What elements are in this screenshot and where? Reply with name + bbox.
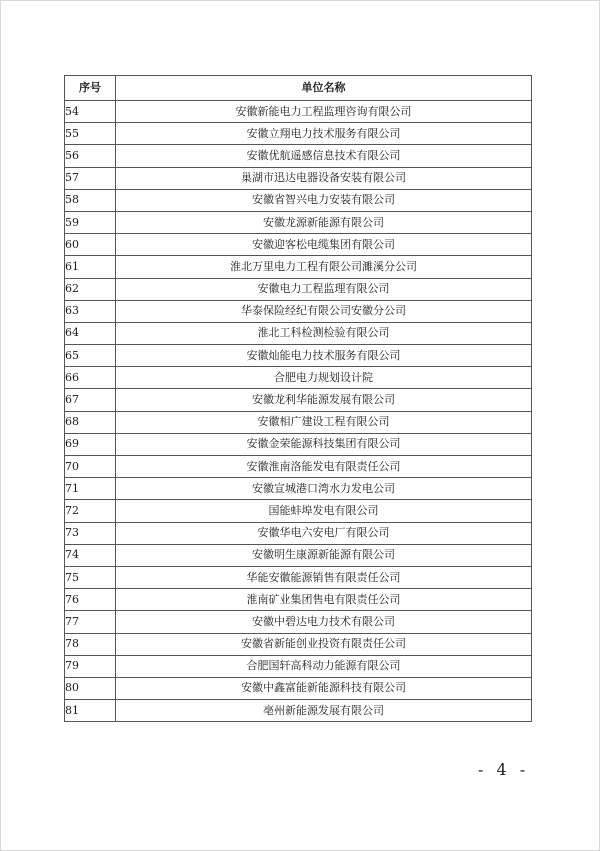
table-row bbox=[65, 234, 532, 256]
row-number: 77 bbox=[65, 611, 116, 633]
row-company-name: 亳州新能源发展有限公司 bbox=[116, 700, 532, 722]
table-row bbox=[65, 655, 532, 677]
row-number: 59 bbox=[65, 211, 116, 233]
row-company-name: 巢湖市迅达电器设备安装有限公司 bbox=[116, 167, 532, 189]
row-number: 64 bbox=[65, 322, 116, 344]
row-company-name: 安徽龙源新能源有限公司 bbox=[116, 211, 532, 233]
table-header-row bbox=[65, 76, 532, 101]
row-company-name: 安徽宣城港口湾水力发电公司 bbox=[116, 478, 532, 500]
row-number: 68 bbox=[65, 411, 116, 433]
row-company-name: 华能安徽能源销售有限责任公司 bbox=[116, 566, 532, 588]
row-company-name: 安徽中碧达电力技术有限公司 bbox=[116, 611, 532, 633]
row-company-name: 淮南矿业集团售电有限责任公司 bbox=[116, 589, 532, 611]
row-number: 67 bbox=[65, 389, 116, 411]
header-company-name: 单位名称 bbox=[116, 76, 532, 101]
company-table bbox=[64, 75, 532, 722]
table-row bbox=[65, 500, 532, 522]
table-row bbox=[65, 256, 532, 278]
row-number: 73 bbox=[65, 522, 116, 544]
row-number: 60 bbox=[65, 234, 116, 256]
row-company-name: 安徽省智兴电力安装有限公司 bbox=[116, 189, 532, 211]
row-number: 78 bbox=[65, 633, 116, 655]
row-company-name: 华泰保险经纪有限公司安徽分公司 bbox=[116, 300, 532, 322]
table-row bbox=[65, 189, 532, 211]
table-row bbox=[65, 589, 532, 611]
row-number: 79 bbox=[65, 655, 116, 677]
row-company-name: 淮北工科检测检验有限公司 bbox=[116, 322, 532, 344]
table-row bbox=[65, 322, 532, 344]
table-row bbox=[65, 633, 532, 655]
row-number: 56 bbox=[65, 145, 116, 167]
row-company-name: 安徽电力工程监理有限公司 bbox=[116, 278, 532, 300]
row-company-name: 合肥电力规划设计院 bbox=[116, 367, 532, 389]
row-number: 54 bbox=[65, 101, 116, 123]
table-row bbox=[65, 345, 532, 367]
table-row bbox=[65, 677, 532, 699]
table-row bbox=[65, 611, 532, 633]
table-row bbox=[65, 300, 532, 322]
table-row bbox=[65, 478, 532, 500]
row-number: 55 bbox=[65, 123, 116, 145]
row-number: 70 bbox=[65, 456, 116, 478]
table-row bbox=[65, 411, 532, 433]
row-number: 66 bbox=[65, 367, 116, 389]
table-row bbox=[65, 211, 532, 233]
row-company-name: 安徽华电六安电厂有限公司 bbox=[116, 522, 532, 544]
row-number: 75 bbox=[65, 566, 116, 588]
row-company-name: 安徽立翔电力技术服务有限公司 bbox=[116, 123, 532, 145]
row-company-name: 安徽省新能创业投资有限责任公司 bbox=[116, 633, 532, 655]
row-number: 72 bbox=[65, 500, 116, 522]
row-number: 81 bbox=[65, 700, 116, 722]
page-number: - 4 - bbox=[478, 760, 530, 779]
row-company-name: 国能蚌埠发电有限公司 bbox=[116, 500, 532, 522]
row-number: 63 bbox=[65, 300, 116, 322]
table-row bbox=[65, 123, 532, 145]
row-number: 65 bbox=[65, 345, 116, 367]
row-number: 71 bbox=[65, 478, 116, 500]
row-number: 74 bbox=[65, 544, 116, 566]
row-company-name: 安徽新能电力工程监理咨询有限公司 bbox=[116, 101, 532, 123]
row-company-name: 安徽金荣能源科技集团有限公司 bbox=[116, 433, 532, 455]
row-number: 62 bbox=[65, 278, 116, 300]
table-row bbox=[65, 389, 532, 411]
row-company-name: 安徽明生康源新能源有限公司 bbox=[116, 544, 532, 566]
header-serial-number: 序号 bbox=[65, 76, 116, 101]
row-company-name: 安徽中鑫富能新能源科技有限公司 bbox=[116, 677, 532, 699]
table-row bbox=[65, 433, 532, 455]
row-company-name: 安徽龙利华能源发展有限公司 bbox=[116, 389, 532, 411]
row-number: 57 bbox=[65, 167, 116, 189]
row-company-name: 安徽灿能电力技术服务有限公司 bbox=[116, 345, 532, 367]
row-number: 58 bbox=[65, 189, 116, 211]
table-row bbox=[65, 522, 532, 544]
table-body bbox=[65, 101, 532, 722]
row-company-name: 合肥国轩高科动力能源有限公司 bbox=[116, 655, 532, 677]
table-row bbox=[65, 544, 532, 566]
table-row bbox=[65, 101, 532, 123]
row-number: 76 bbox=[65, 589, 116, 611]
row-company-name: 淮北万里电力工程有限公司濉溪分公司 bbox=[116, 256, 532, 278]
table-row bbox=[65, 456, 532, 478]
row-company-name: 安徽相广建设工程有限公司 bbox=[116, 411, 532, 433]
table-row bbox=[65, 700, 532, 722]
table-row bbox=[65, 167, 532, 189]
table-row bbox=[65, 367, 532, 389]
table-row bbox=[65, 145, 532, 167]
row-company-name: 安徽优航遥感信息技术有限公司 bbox=[116, 145, 532, 167]
row-number: 80 bbox=[65, 677, 116, 699]
row-company-name: 安徽迎客松电缆集团有限公司 bbox=[116, 234, 532, 256]
row-company-name: 安徽淮南洛能发电有限责任公司 bbox=[116, 456, 532, 478]
table-row bbox=[65, 566, 532, 588]
table-row bbox=[65, 278, 532, 300]
row-number: 61 bbox=[65, 256, 116, 278]
row-number: 69 bbox=[65, 433, 116, 455]
